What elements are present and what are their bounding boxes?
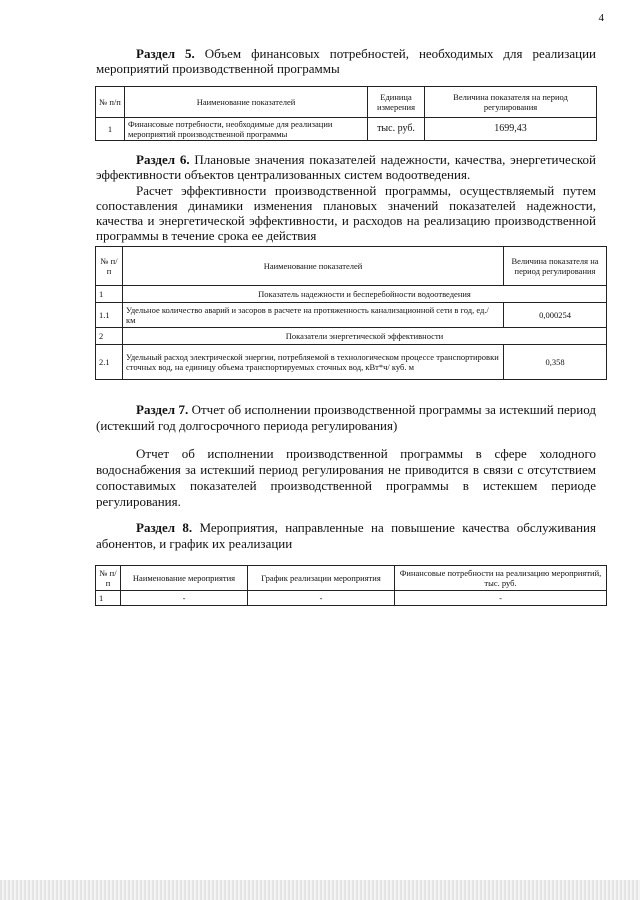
section8-title: Мероприятия, направленные на повышение качества обслуживания абонентов, и график их реализации — [96, 520, 596, 551]
row-name: - — [121, 591, 248, 606]
scan-edge-strip — [0, 880, 640, 900]
col-schedule-header: График реализации мероприятия — [248, 566, 395, 591]
row-schedule: - — [248, 591, 395, 606]
col-value-header: Величина показателя на период регулирования — [425, 87, 597, 118]
table-row — [96, 303, 607, 328]
section6-table — [95, 246, 607, 380]
section6-paragraph: Расчет эффективности производственной программы, осуществляемый путем сопоставления динамики изменения плановых значений показателей надежности, качества и энергетической эффективности, и расходов на реализацию производственной программы в течение срока ее действия — [96, 183, 596, 243]
group-title: Показатель надежности и бесперебойности водоотведения — [123, 286, 607, 303]
table-header-row — [96, 247, 607, 286]
col-finance-header: Финансовые потребности на реализацию мероприятий, тыс. руб. — [395, 566, 607, 591]
col-name-header: Наименование показателей — [123, 247, 504, 286]
group-num: 2 — [96, 328, 123, 345]
group-num: 1 — [96, 286, 123, 303]
section6-title: Плановые значения показателей надежности, качества, энергетической эффективности объектов централизованных систем водоотведения. — [96, 152, 597, 182]
row-name: Финансовые потребности, необходимые для реализации мероприятий производственной программы — [125, 118, 368, 141]
section8-table — [95, 565, 607, 606]
row-unit: тыс. руб. — [368, 118, 425, 141]
col-name-header: Наименование показателей — [125, 87, 368, 118]
table-group-row — [96, 328, 607, 345]
row-num: 1 — [96, 591, 121, 606]
row-num: 1 — [96, 118, 125, 141]
row-name: Удельный расход электрической энергии, потребляемой в технологическом процессе транспортировки сточных вод, на единицу объема транспортируемых сточных вод, кВт*ч/ куб. м — [123, 345, 504, 380]
row-value: 1699,43 — [425, 118, 597, 141]
table-group-row — [96, 286, 607, 303]
section7-title: Отчет об исполнении производственной программы за истекший период (истекший год долгосрочного периода регулирования) — [96, 402, 596, 433]
row-num: 2.1 — [96, 345, 123, 380]
col-num-header: № п/п — [96, 247, 123, 286]
section7-label: Раздел 7. — [136, 402, 189, 417]
col-num-header: № п/п — [96, 566, 121, 591]
row-finance: - — [395, 591, 607, 606]
row-name: Удельное количество аварий и засоров в расчете на протяженность канализационной сети в год, ед./ км — [123, 303, 504, 328]
section5-table — [95, 86, 597, 141]
col-value-header: Величина показателя на период регулирования — [504, 247, 607, 286]
row-value: 0,000254 — [504, 303, 607, 328]
section6-label: Раздел 6. — [136, 152, 190, 167]
table-header-row — [96, 87, 597, 118]
section5-label: Раздел 5. — [136, 46, 195, 61]
group-title: Показатели энергетической эффективности — [123, 328, 607, 345]
section5-title: Объем финансовых потребностей, необходимых для реализации мероприятий производственной программы — [96, 46, 596, 76]
row-value: 0,358 — [504, 345, 607, 380]
section8-label: Раздел 8. — [136, 520, 193, 535]
page-number: 4 — [598, 12, 604, 24]
section7-heading — [96, 402, 596, 434]
section6-heading — [96, 152, 596, 182]
table-row — [96, 118, 597, 141]
table-header-row — [96, 566, 607, 591]
section7-paragraph: Отчет об исполнении производственной программы в сфере холодного водоснабжения за истекший период регулирования не приводится в связи с отсутствием сопоставимых показателей производственной программы в истекшем периоде регулирования. — [96, 446, 596, 509]
table-row — [96, 591, 607, 606]
col-num-header: № п/п — [96, 87, 125, 118]
col-name-header: Наименование мероприятия — [121, 566, 248, 591]
section5-heading — [96, 46, 596, 76]
section8-heading — [96, 520, 596, 552]
row-num: 1.1 — [96, 303, 123, 328]
table-row — [96, 345, 607, 380]
col-unit-header: Единица измерения — [368, 87, 425, 118]
